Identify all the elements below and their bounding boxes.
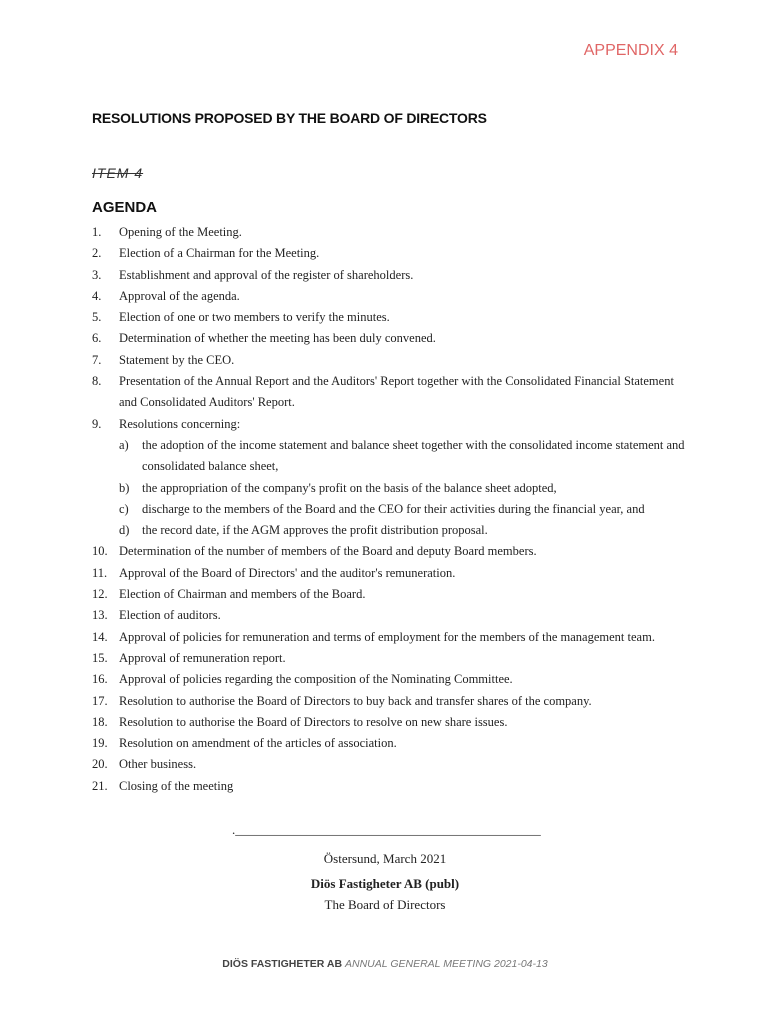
- agenda-item-text: Closing of the meeting: [119, 778, 234, 793]
- agenda-item: [92, 286, 692, 307]
- agenda-item-number: 5.: [92, 310, 102, 325]
- agenda-item-text: Statement by the CEO.: [119, 352, 235, 367]
- agenda-item-number: 1.: [92, 225, 102, 239]
- agenda-item: [92, 733, 692, 754]
- agenda-subitem-text: the appropriation of the company's profit on the basis of the balance sheet adopted,: [142, 480, 557, 495]
- agenda-item-text: Election of one or two members to verify the minutes.: [119, 310, 390, 325]
- agenda-item: [92, 648, 692, 669]
- footer-event: ANNUAL GENERAL MEETING 2021-04-13: [345, 958, 548, 970]
- agenda-subitem-label: b): [119, 480, 130, 495]
- agenda-subitem-list: [119, 435, 692, 541]
- agenda-item-text: Presentation of the Annual Report and the Auditors' Report together with the Consolidated Financial Statement and Consolidated Auditors' Report.: [119, 374, 674, 410]
- footer-company: DIÖS FASTIGHETER AB: [222, 958, 343, 970]
- agenda-subitem: [119, 435, 692, 478]
- agenda-item-number: 13.: [92, 608, 108, 623]
- agenda-subitem-label: d): [119, 523, 130, 538]
- agenda-subitem-label: c): [119, 501, 129, 516]
- agenda-item-text: Approval of policies regarding the composition of the Nominating Committee.: [119, 672, 513, 687]
- agenda-item-text: Approval of the Board of Directors' and the auditor's remuneration.: [119, 565, 456, 580]
- agenda-item-text: Resolution to authorise the Board of Directors to resolve on new share issues.: [119, 714, 508, 729]
- appendix-label: APPENDIX 4: [583, 42, 678, 59]
- agenda-item: [92, 265, 692, 286]
- agenda-item-number: 16.: [92, 672, 108, 687]
- separator-line: ._______________________________________________: [232, 822, 541, 837]
- agenda-subitem: [119, 520, 692, 541]
- agenda-subitem: [119, 499, 692, 520]
- agenda-subitem: [119, 478, 692, 499]
- agenda-item-text: Resolution to authorise the Board of Directors to buy back and transfer shares of the company.: [119, 693, 592, 708]
- agenda-item-text: Opening of the Meeting.: [119, 225, 242, 239]
- agenda-item: [92, 563, 692, 584]
- agenda-item: [92, 222, 692, 243]
- agenda-item-text: Resolutions concerning:: [119, 416, 241, 431]
- document-heading: RESOLUTIONS PROPOSED BY THE BOARD OF DIRECTORS: [92, 110, 487, 126]
- agenda-item: [92, 584, 692, 605]
- agenda-item-number: 18.: [92, 714, 108, 729]
- agenda-item-number: 14.: [92, 629, 108, 644]
- agenda-item: [92, 350, 692, 371]
- agenda-item: [92, 605, 692, 626]
- agenda-item-number: 3.: [92, 267, 102, 282]
- agenda-item-text: Establishment and approval of the register of shareholders.: [119, 267, 414, 282]
- agenda-subitem-text: the record date, if the AGM approves the profit distribution proposal.: [142, 523, 488, 538]
- page-footer: [0, 958, 770, 970]
- agenda-item-number: 19.: [92, 736, 108, 751]
- agenda-subitem-label: a): [119, 437, 129, 452]
- closing-block: [0, 848, 770, 915]
- agenda-item-number: 6.: [92, 331, 102, 346]
- agenda-item: [92, 627, 692, 648]
- agenda-subitem-text: discharge to the members of the Board and the CEO for their activities during the financial year, and: [142, 501, 645, 516]
- agenda-item-number: 7.: [92, 352, 102, 367]
- agenda-item: [92, 541, 692, 562]
- agenda-item-text: Approval of remuneration report.: [119, 650, 286, 665]
- agenda-item: [92, 776, 692, 797]
- agenda-item: [92, 754, 692, 775]
- item-label: ITEM 4: [92, 165, 144, 181]
- agenda-item-text: Approval of policies for remuneration and terms of employment for the members of the management team.: [119, 629, 655, 644]
- agenda-item-text: Resolution on amendment of the articles of association.: [119, 736, 397, 751]
- agenda-item: [92, 414, 692, 542]
- agenda-item-number: 10.: [92, 544, 108, 559]
- agenda-list: [92, 222, 692, 797]
- agenda-item: [92, 243, 692, 264]
- agenda-subitem-text: the adoption of the income statement and balance sheet together with the consolidated income statement and consolidated balance sheet,: [142, 437, 685, 474]
- agenda-title: AGENDA: [92, 199, 158, 216]
- agenda-item-number: 11.: [92, 565, 108, 580]
- agenda-item-number: 15.: [92, 650, 108, 665]
- agenda-item: [92, 691, 692, 712]
- agenda-item-number: 4.: [92, 288, 102, 303]
- agenda-item-number: 12.: [92, 587, 108, 602]
- agenda-item-number: 17.: [92, 693, 108, 708]
- agenda-item-text: Other business.: [119, 757, 197, 772]
- agenda-item-text: Determination of the number of members of the Board and deputy Board members.: [119, 544, 537, 559]
- agenda-item-text: Election of a Chairman for the Meeting.: [119, 246, 320, 261]
- agenda-item-text: Election of auditors.: [119, 608, 221, 623]
- agenda-item: [92, 371, 692, 414]
- agenda-item-number: 20.: [92, 757, 108, 772]
- company-name: Diös Fastigheter AB (publ): [310, 876, 460, 891]
- agenda-item-number: 8.: [92, 374, 102, 389]
- agenda-item-text: Determination of whether the meeting has been duly convened.: [119, 331, 436, 346]
- agenda-item-number: 21.: [92, 778, 108, 793]
- agenda-item-number: 2.: [92, 246, 102, 261]
- agenda-item-number: 9.: [92, 416, 102, 431]
- signatory: The Board of Directors: [324, 897, 446, 912]
- agenda-item: [92, 669, 692, 690]
- agenda-item: [92, 712, 692, 733]
- agenda-item: [92, 328, 692, 349]
- agenda-item-text: Election of Chairman and members of the Board.: [119, 587, 366, 602]
- agenda-item: [92, 307, 692, 328]
- place-date: Östersund, March 2021: [323, 851, 447, 866]
- agenda-item-text: Approval of the agenda.: [119, 288, 240, 303]
